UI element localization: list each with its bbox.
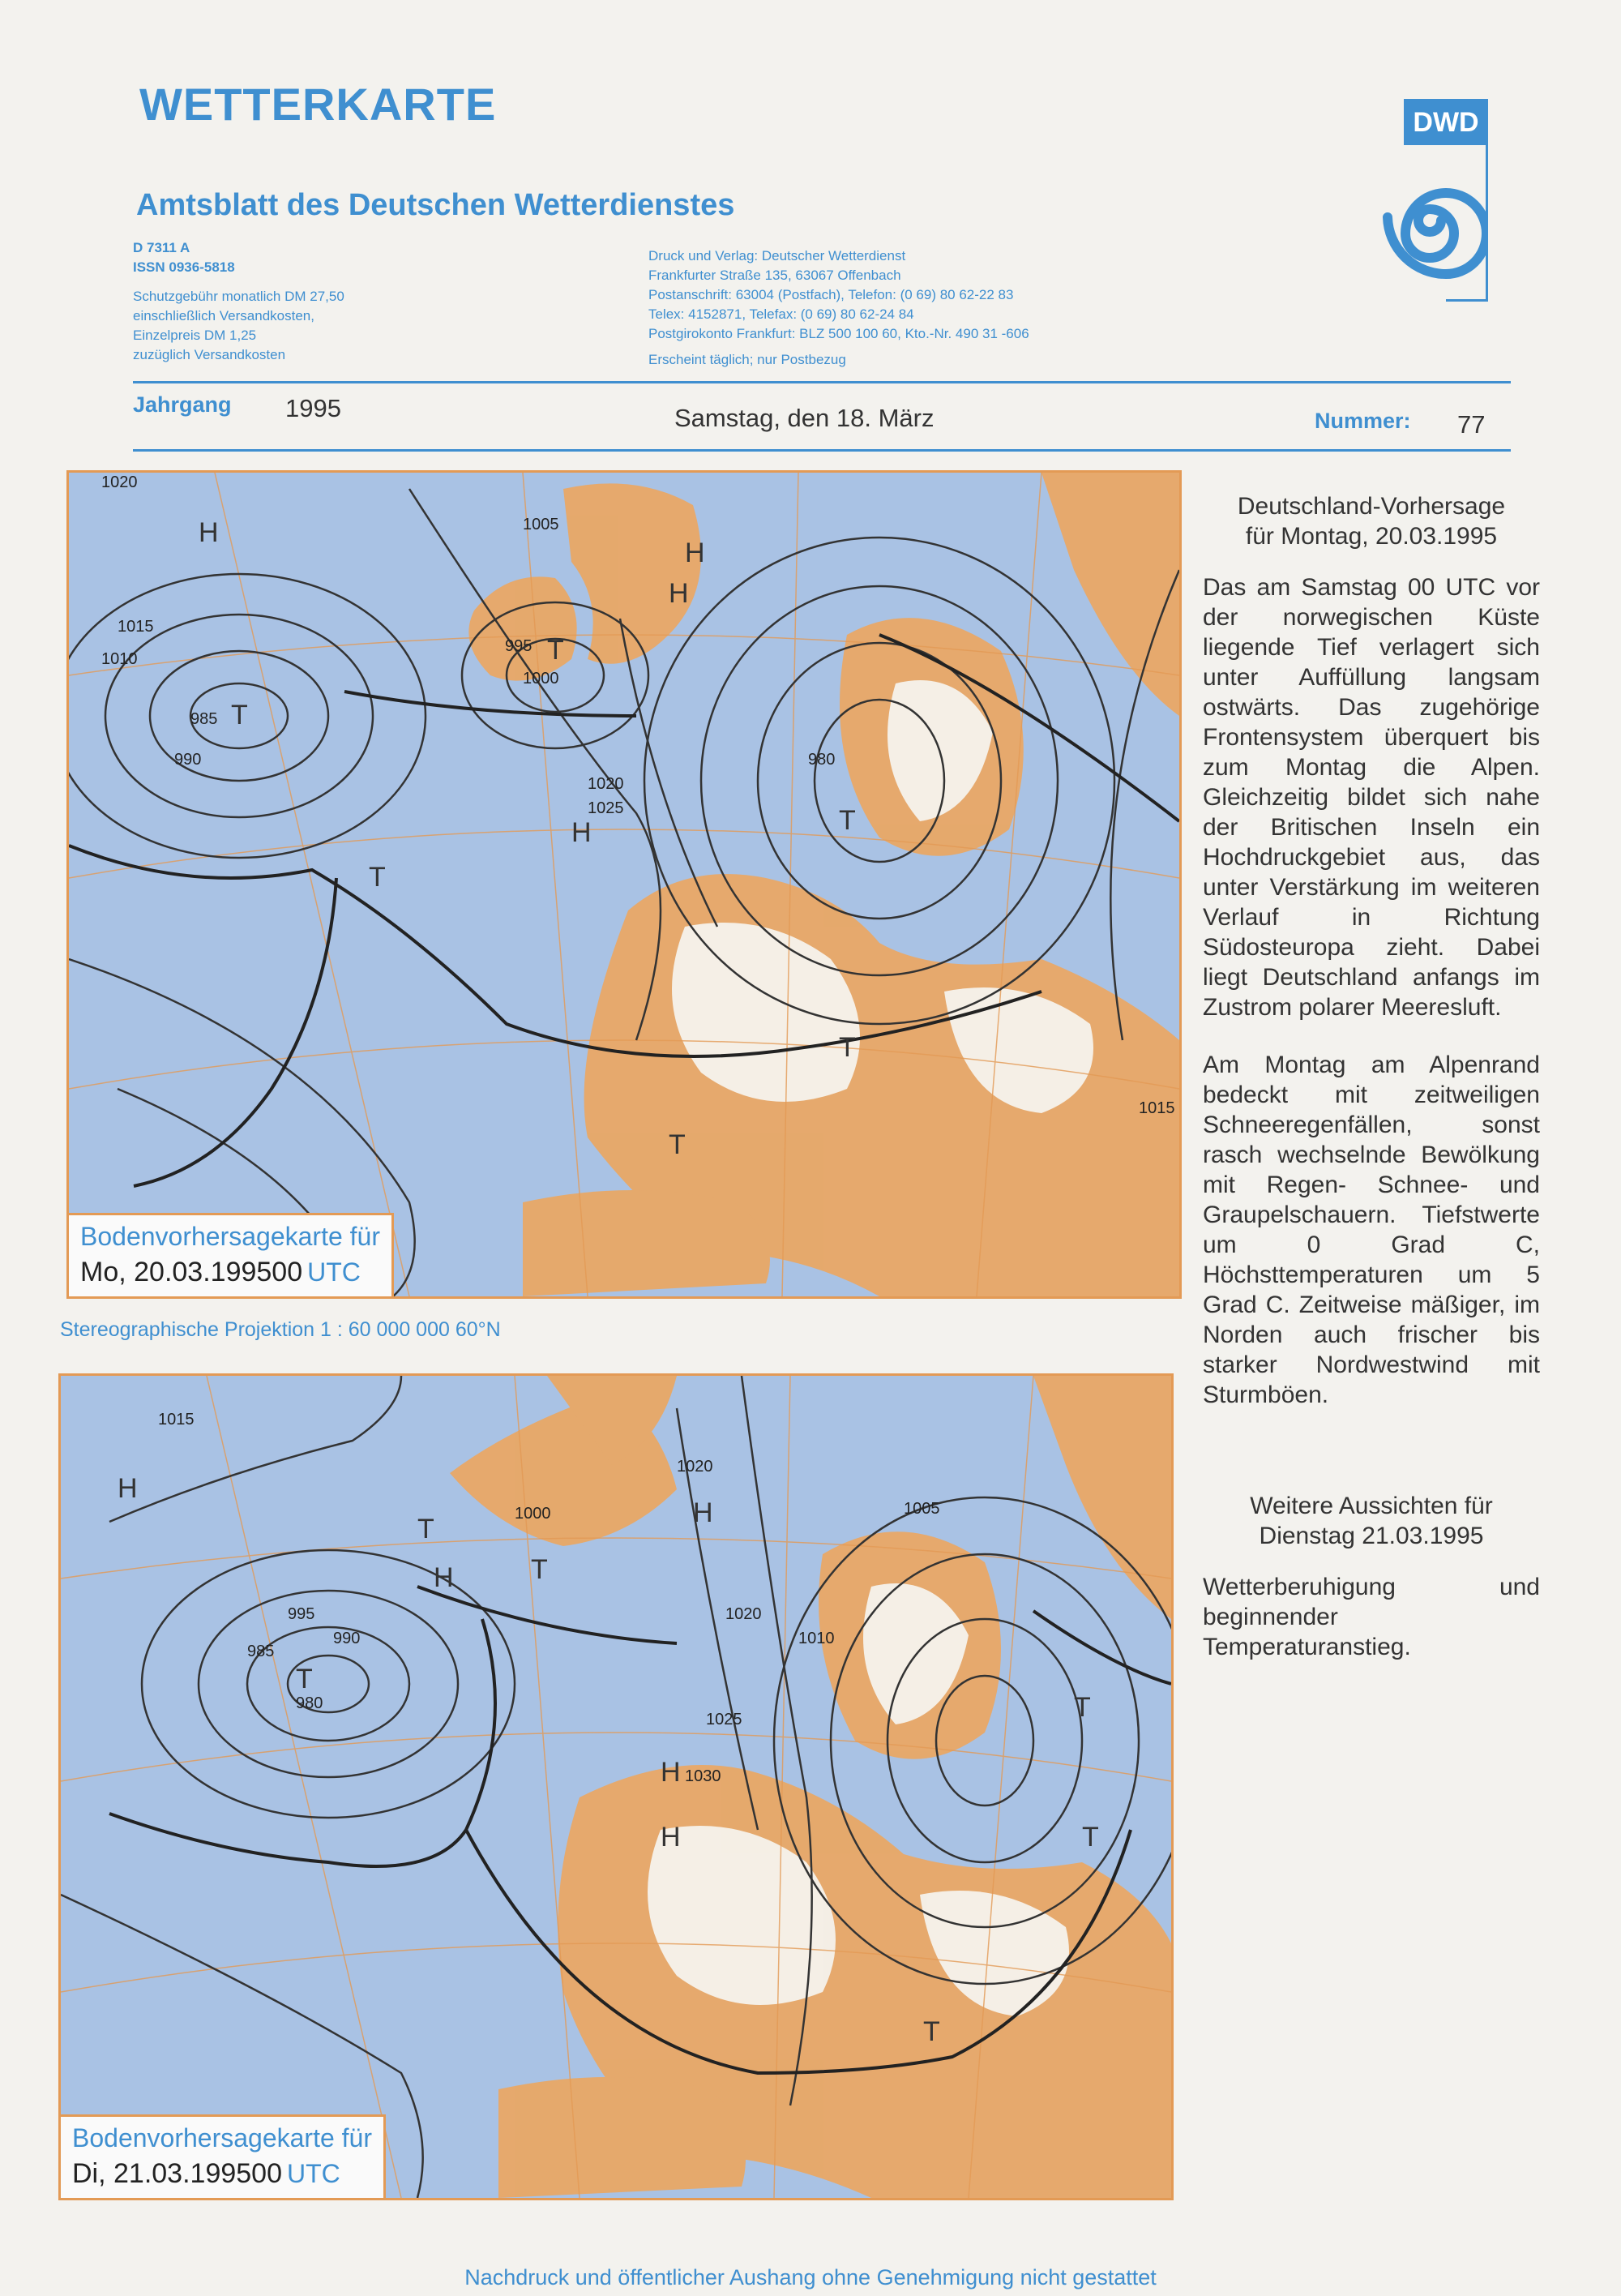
weather-map-monday bbox=[66, 470, 1182, 1299]
pressure-center: H bbox=[199, 517, 219, 548]
publisher-line: Postanschrift: 63004 (Postfach), Telefon: (0 69) 80 62-22 83 bbox=[648, 287, 1014, 302]
map1-label bbox=[69, 1213, 394, 1296]
code: D 7311 A bbox=[133, 240, 190, 255]
map2-graphic bbox=[61, 1376, 1171, 2198]
map1-graphic bbox=[69, 473, 1179, 1296]
pressure-label: 1020 bbox=[677, 1458, 713, 1476]
pressure-label: 1000 bbox=[515, 1505, 551, 1523]
publisher-line: Postgirokonto Frankfurt: BLZ 500 100 60, Kto.-Nr. 490 31 -606 bbox=[648, 326, 1029, 341]
dwd-logo bbox=[1352, 99, 1488, 302]
map-date-label: Di, 21.03.199500 UTC bbox=[72, 2158, 340, 2189]
pressure-center: H bbox=[661, 1822, 681, 1853]
svg-text:DWD: DWD bbox=[1413, 107, 1479, 138]
pressure-center: T bbox=[669, 1129, 686, 1160]
pressure-label: 980 bbox=[296, 1694, 323, 1712]
pressure-center: H bbox=[669, 578, 689, 609]
forecast-paragraph: Am Montag am Alpenrand bedeckt mit zeitweiligen Schneeregenfällen, sonst rasch wechselnde Bewölkung mit Regen- Schnee- und Graupelschauern. Tiefstwerte um 0 Grad C, Höchsttemperaturen um 5 Grad C. Zeitweise mäßiger, im Norden auch frischer bis starker Nordwestwind mit Sturmböen. bbox=[1203, 1052, 1540, 1408]
map-type-label: Bodenvorhersagekarte für bbox=[72, 2123, 372, 2152]
header-rule-bottom bbox=[133, 449, 1511, 452]
pressure-label: 980 bbox=[808, 751, 836, 769]
fee-line: einschließlich Versandkosten, bbox=[133, 308, 314, 323]
pressure-label: 1000 bbox=[523, 670, 559, 688]
outlook-heading: Weitere Aussichten für Dienstag 21.03.1995 bbox=[1250, 1493, 1493, 1549]
publisher-line: Telex: 4152871, Telefax: (0 69) 80 62-24 84 bbox=[648, 306, 914, 322]
pressure-label: 1020 bbox=[101, 473, 138, 491]
jahrgang-value: 1995 bbox=[285, 394, 341, 422]
forecast-paragraph: Das am Samstag 00 UTC vor der norwegischen Küste liegende Tief verlagert sich unter Auffüllung langsam ostwärts. Das zugehörige Frontensystem überquert bis zum Montag die Alpen. Gleichzeitig bildet sich nahe der Britischen Inseln ein Hochdruckgebiet aus, das unter Verstärkung im weiteren Verlauf in Richtung Südosteuropa zieht. Dabei liegt Deutschland anfangs im Zustrom polarer Meeresluft. bbox=[1203, 574, 1540, 1021]
pressure-center: T bbox=[547, 635, 564, 666]
publication-info bbox=[133, 238, 344, 365]
frequency-note: Erscheint täglich; nur Postbezug bbox=[648, 352, 846, 367]
publisher-line: Frankfurter Straße 135, 63067 Offenbach bbox=[648, 268, 901, 283]
projection-note: Stereographische Projektion 1 : 60 000 000 60°N bbox=[60, 1318, 501, 1341]
pressure-center: T bbox=[369, 862, 386, 893]
pressure-label: 1025 bbox=[588, 799, 624, 817]
forecast-heading: Deutschland-Vorhersage für Montag, 20.03.1995 bbox=[1237, 493, 1506, 550]
pressure-label: 985 bbox=[247, 1643, 275, 1660]
pressure-center: T bbox=[839, 1032, 856, 1063]
pressure-center: T bbox=[231, 700, 248, 730]
map2-label bbox=[61, 2114, 386, 2198]
jahrgang-label: Jahrgang bbox=[133, 392, 232, 417]
issn: ISSN 0936-5818 bbox=[133, 259, 235, 275]
pressure-center: H bbox=[685, 538, 705, 568]
land-masses bbox=[450, 1376, 1171, 2198]
pressure-center: H bbox=[434, 1562, 454, 1593]
outlook-text: Wetterberuhigung und beginnender Temperaturanstieg. bbox=[1203, 1574, 1540, 1660]
pressure-label: 990 bbox=[333, 1630, 361, 1647]
pressure-label: 1005 bbox=[523, 516, 559, 533]
pressure-label: 985 bbox=[190, 710, 218, 728]
fee-line: Schutzgebühr monatlich DM 27,50 bbox=[133, 289, 344, 304]
pressure-center: H bbox=[693, 1497, 713, 1528]
subtitle: Amtsblatt des Deutschen Wetterdienstes bbox=[136, 188, 735, 222]
pressure-center: T bbox=[417, 1514, 434, 1544]
pressure-center: H bbox=[571, 817, 592, 848]
fee-line: Einzelpreis DM 1,25 bbox=[133, 328, 257, 343]
pressure-label: 1010 bbox=[101, 650, 138, 668]
header-rule-top bbox=[133, 381, 1511, 383]
pressure-center: T bbox=[923, 2016, 940, 2047]
nummer-value: 77 bbox=[1457, 410, 1486, 439]
pressure-label: 1015 bbox=[1139, 1099, 1175, 1117]
pressure-label: 1015 bbox=[118, 618, 154, 636]
pressure-label: 995 bbox=[505, 637, 532, 655]
publisher-info bbox=[648, 246, 1029, 370]
pressure-label: 1005 bbox=[904, 1500, 940, 1518]
pressure-center: T bbox=[1074, 1692, 1091, 1723]
footer-note: Nachdruck und öffentlicher Aushang ohne Genehmigung nicht gestattet bbox=[464, 2265, 1157, 2290]
pressure-center: T bbox=[296, 1664, 313, 1694]
publisher-line: Druck und Verlag: Deutscher Wetterdienst bbox=[648, 248, 906, 263]
map-type-label: Bodenvorhersagekarte für bbox=[80, 1222, 380, 1251]
pressure-label: 990 bbox=[174, 751, 202, 769]
pressure-label: 1030 bbox=[685, 1767, 721, 1785]
pressure-label: 1015 bbox=[158, 1411, 195, 1429]
page-title: WETTERKARTE bbox=[139, 79, 497, 130]
pressure-center: H bbox=[118, 1473, 138, 1504]
pressure-center: T bbox=[1082, 1822, 1099, 1853]
pressure-center: T bbox=[839, 805, 856, 836]
map-date-label: Mo, 20.03.199500 UTC bbox=[80, 1257, 361, 1287]
weather-map-tuesday bbox=[58, 1373, 1174, 2200]
forecast-column bbox=[1203, 491, 1540, 1690]
nummer-label: Nummer: bbox=[1315, 409, 1411, 433]
pressure-label: 1020 bbox=[725, 1605, 762, 1623]
pressure-label: 1010 bbox=[798, 1630, 835, 1647]
issue-date: Samstag, den 18. März bbox=[674, 404, 935, 432]
pressure-label: 1025 bbox=[706, 1711, 742, 1728]
pressure-label: 1020 bbox=[588, 775, 624, 793]
pressure-label: 995 bbox=[288, 1605, 315, 1623]
pressure-center: T bbox=[531, 1554, 548, 1585]
fee-line: zuzüglich Versandkosten bbox=[133, 347, 286, 362]
pressure-center: H bbox=[661, 1757, 681, 1788]
